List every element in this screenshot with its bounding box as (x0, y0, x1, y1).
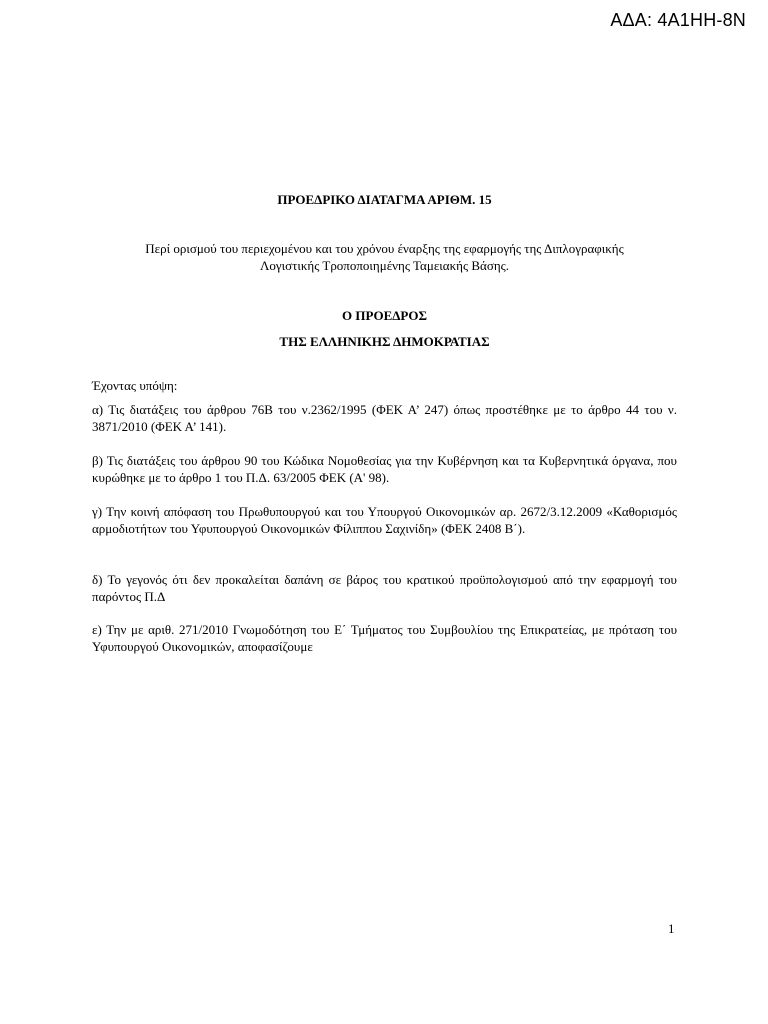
clause-b: β) Τις διατάξεις του άρθρου 90 του Κώδικα Νομοθεσίας για την Κυβέρνηση και τα Κυβερνητικά όργανα, που κυρώθηκε με το άρθρο 1 του Π.Δ. 63/2005 ΦΕΚ (Α' 98). (92, 453, 677, 485)
president-line-2: ΤΗΣ ΕΛΛΗΝΙΚΗΣ ΔΗΜΟΚΡΑΤΙΑΣ (279, 334, 490, 349)
intro-text: Έχοντας υπόψη: (92, 378, 178, 393)
president-line-1: Ο ΠΡΟΕΔΡΟΣ (342, 308, 427, 323)
clause-e: ε) Την με αριθ. 271/2010 Γνωμοδότηση του Ε΄ Τμήματος του Συμβουλίου της Επικρατείας, με πρόταση του Υφυπουργού Οικονομικών, αποφασίζουμε (92, 622, 677, 654)
subject-line-2: Λογιστικής Τροποποιημένης Ταμειακής Βάσης. (259, 258, 510, 273)
clause-a: α) Τις διατάξεις του άρθρου 76Β του ν.2362/1995 (ΦΕΚ Α’ 247) όπως προστέθηκε με το άρθρο 44 του ν. 3871/2010 (ΦΕΚ Α’ 141). (92, 402, 677, 434)
ada-code: ΑΔΑ: 4Α1ΗΗ-8Ν (610, 10, 746, 30)
page-number: 1 (668, 921, 675, 936)
president-heading (92, 303, 677, 355)
clause-c: γ) Την κοινή απόφαση του Πρωθυπουργού και του Υπουργού Οικονομικών αρ. 2672/3.12.2009 «Καθορισμός αρμοδιοτήτων του Υφυπουργού Οικονομικών Φίλιππου Σαχινίδη» (ΦΕΚ 2408 Β΄). (92, 504, 677, 536)
document-subject (92, 240, 677, 274)
clause-d: δ) Το γεγονός ότι δεν προκαλείται δαπάνη σε βάρος του κρατικού προϋπολογισμού από την εφαρμογή του παρόντος Π.Δ (92, 572, 677, 604)
subject-line-1: Περί ορισμού του περιεχομένου και του χρόνου έναρξης της εφαρμογής της Διπλογραφικής (145, 241, 624, 256)
document-title: ΠΡΟΕΔΡΙΚΟ ΔΙΑΤΑΓΜΑ ΑΡΙΘΜ. 15 (277, 192, 492, 207)
